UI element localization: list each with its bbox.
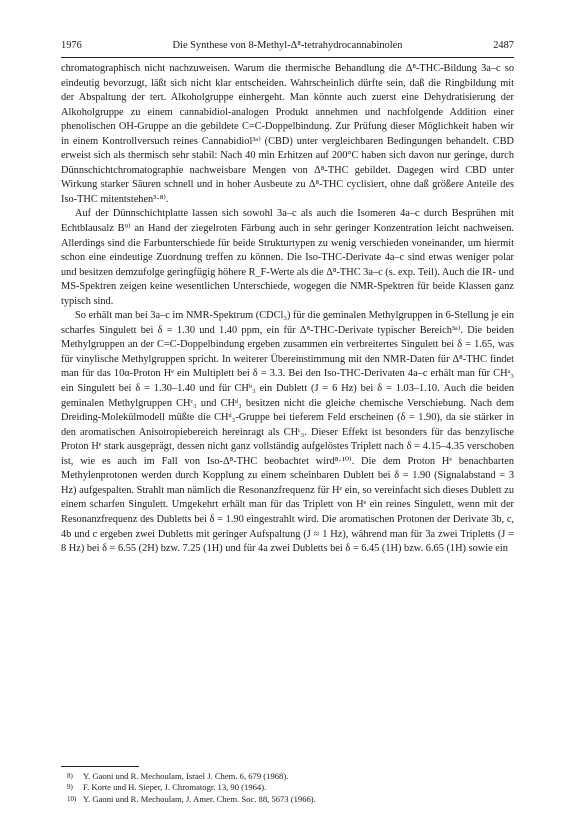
footnote-text: F. Korte und H. Sieper, J. Chromatogr. 13, 90 (1964).	[83, 782, 267, 793]
footnote-10	[61, 794, 514, 805]
footnote-8	[61, 771, 514, 782]
footnote-mark: 9)	[67, 783, 73, 792]
footnote-rule	[61, 766, 139, 767]
paragraph-3: So erhält man bei 3a–c im NMR-Spektrum (CDCl₃) für die geminalen Methylgruppen in 6-Stellung je ein scharfes Singulett bei δ = 1.30 und 1.40 ppm, ein für Δ⁸-THC-Derivate typischer Bereich³ᵃ⁾. Die beiden Methylgruppen an der C=C-Doppelbindung ergeben zusammen ein verbreitertes Singulett bei δ = 1.65, was für vinylische Methylgruppen spricht. In weiterer Übereinstimmung mit den NMR-Daten für Δ⁸-THC findet man für das 10α-Proton Hᵉ ein Multiplett bei δ = 3.3. Bei den Iso-THC-Derivaten 4a–c erhält man für CHᵃ₃ ein Singulett bei δ = 1.30–1.40 und für CHᵇ₃ ein Dublett (J = 6 Hz) bei δ = 1.03–1.10. Auch die beiden geminalen Methylgruppen CHᶜ₃ und CHᵈ₃ besitzen nicht die gleiche chemische Verschiebung. Nach dem Dreiding-Molekülmodell müßte die CHᵈ₃-Gruppe bei tieferem Feld erscheinen (δ = 1.90), da sie stärker in den aromatischen Anisotropiebereich hereinragt als CHᶜ₃. Dieser Effekt ist besonders für das benzylische Proton Hᵉ stark ausgeprägt, dessen nicht ganz vollständig aufgelöstes Triplett nach δ = 4.15–4.35 verschoben ist, wie es auch im Fall von Iso-Δ⁸-THC beobachtet wird⁸·¹⁰⁾. Die dem Proton Hᵉ benachbarten Methylenprotonen werden durch Kopplung zu einem scheinbaren Dublett bei δ = 1.90 (Signalabstand = 3 Hz) aufgespalten. Strahlt man nämlich die Resonanzfrequenz für Hᵉ ein, so vereinfacht sich dieses Dublett zu einem scharfen Singulett. Umgekehrt erhält man für das Triplett von Hᵉ ein reines Singulett, wenn mit der Resonanzfrequenz des Dubletts bei δ = 1.90 eingestrahlt wird. Die aromatischen Protonen der Derivate 3b, c, 4b und c ergeben zwei Dubletts mit geringer Aufspaltung (J ≈ 1 Hz), während man für 3a zwei Tripletts (J = 8 Hz) bei δ = 6.55 (2H) bzw. 7.25 (1H) und für 4a zwei Dubletts bei δ = 6.45 (1H) bzw. 6.65 (1H) sowie ein	[61, 310, 514, 555]
paragraph-1: chromatographisch nicht nachzuweisen. Warum die thermische Behandlung die Δ⁸-THC-Bildung 3a–c so eindeutig bevorzugt, läßt sich nicht klar entscheiden. Wahrscheinlich dürfte sein, daß die Ringbildung mit der Abspaltung der tert. Alkoholgruppe einhergeht. Man könnte auch zuerst eine Dehydratisierung der Alkoholgruppe zu einem cannabidiol-analogen Produkt annehmen und nachfolgende Addition einer phenolischen OH-Gruppe an die gebildete C=C-Doppelbindung. Zur Prüfung dieser Möglichkeit haben wir in einem Kontrollversuch reines Cannabidiol³ᵃ⁾ (CBD) unter vergleichbaren Bedingungen behandelt. CBD erweist sich als thermisch sehr stabil: Nach 40 min Erhitzen auf 200°C haben sich davon nur geringe, durch Dünnschichtchromatographie nachweisbare Mengen von Δ⁸-THC gebildet. Dagegen wird CBD unter Wirkung starker Säuren schnell und in hoher Ausbeute zu Δ⁸-THC cyclisiert, ohne daß größere Anteile des Iso-THC mitentstehen³·⁸⁾.	[61, 63, 514, 205]
footnote-mark: 8)	[67, 772, 73, 780]
header-rule	[61, 57, 514, 58]
body-text	[61, 62, 514, 557]
footnote-mark: 10)	[67, 794, 77, 803]
footnote-9	[61, 782, 514, 793]
footnote-text: Y. Gaoni und R. Mechoulam, J. Amer. Chem. Soc. 88, 5673 (1966).	[83, 793, 316, 804]
page-number-left: 1976	[61, 40, 82, 51]
footnotes	[61, 771, 514, 805]
running-header	[61, 38, 514, 54]
footnote-text: Y. Gaoni und R. Mechoulam, Israel J. Chem. 6, 679 (1968).	[83, 771, 289, 781]
page-number-right: 2487	[493, 40, 514, 51]
paragraph-2: Auf der Dünnschichtplatte lassen sich sowohl 3a–c als auch die Isomeren 4a–c durch Besprühen mit Echtblausalz B⁹⁾ an Hand der ziegelroten Färbung auch in sehr geringer Konzentration leicht nachweisen. Allerdings sind die Farbunterschiede für beide Strukturtypen zu wenig verschieden voneinander, um hiermit schon eine eindeutige Zuordnung treffen zu können. Die Iso-THC-Derivate 4a–c sind etwas weniger polar und besitzen demzufolge geringfügig höhere R_F-Werte als die Δ⁸-THC 3a–c (s. exp. Teil). Auch die IR- und MS-Spektren zeigen keine wesentlichen Unterschiede, wogegen die NMR-Spektren für beide Klassen ganz typisch sind.	[61, 208, 514, 307]
running-title: Die Synthese von 8-Methyl-Δ⁸-tetrahydrocannabinolen	[172, 40, 403, 51]
